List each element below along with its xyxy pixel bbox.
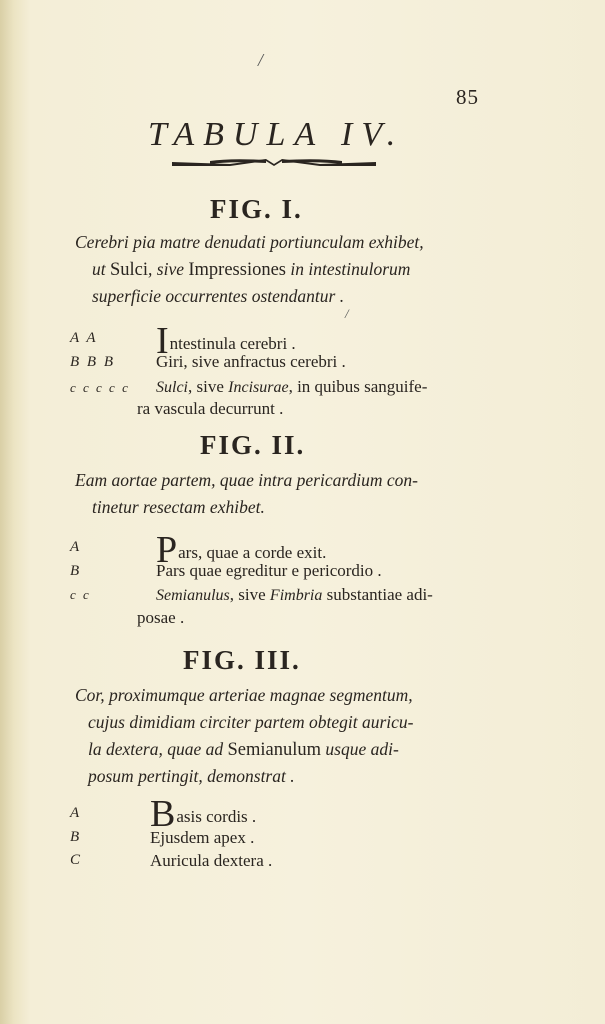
- fig-3-entry-c: Auricula dextera .: [150, 851, 273, 870]
- fig-3-heading: FIG. III.: [183, 645, 301, 675]
- fig-2-entry-b: Pars quae egreditur e pericordio .: [156, 561, 382, 580]
- fig-3-entry-b: Ejusdem apex .: [150, 828, 255, 847]
- fig-2-caption-line-1: Eam aortae partem, quae intra pericardium con-: [75, 470, 418, 490]
- fig-2-key-cc: c c: [70, 587, 91, 602]
- fig-1-heading: FIG. I.: [210, 194, 303, 224]
- fig-1-key-ccccc: c c c c c: [70, 380, 130, 395]
- pencil-tick: /: [345, 306, 349, 321]
- fig-1-entry-bbb: Giri, sive anfractus cerebri .: [156, 352, 346, 371]
- fig-3-key-a: A: [70, 805, 82, 821]
- fig-2-entry-a: Pars, quae a corde exit.: [156, 529, 327, 571]
- fig-1-caption-line-1: Cerebri pia matre denudati portiunculam exhibet,: [75, 232, 424, 252]
- fig-2-entry-cc: Semianulus, sive Fimbria substantiae adi-: [156, 585, 433, 604]
- fig-2-caption-line-2: tinetur resectam exhibet.: [92, 497, 265, 517]
- fig-2-heading: FIG. II.: [200, 430, 306, 460]
- fig-3-caption-line-4: posum pertingit, demonstrat .: [88, 766, 295, 786]
- fig-1-caption-line-3: superficie occurrentes ostendantur .: [92, 286, 345, 306]
- fig-1-key-aa: A A: [70, 330, 98, 346]
- fig-3-caption-line-3: la dextera, quae ad Semianulum usque adi-: [88, 739, 399, 760]
- fig-3-key-c: C: [70, 852, 83, 868]
- fig-3-entry-a: Basis cordis .: [150, 793, 257, 835]
- fig-1-caption-line-2: ut Sulci, sive Impressiones in intestinulorum: [92, 259, 411, 280]
- fig-3-key-b: B: [70, 829, 82, 845]
- fig-2-key-a: A: [70, 539, 82, 555]
- fig-1-key-bbb: B B B: [70, 354, 115, 370]
- page-number: 85: [456, 85, 479, 109]
- fig-1-entry-aa: Intestinula cerebri .: [156, 320, 296, 362]
- fig-2-entry-cc-cont: posae .: [137, 608, 185, 627]
- pencil-mark: /: [258, 50, 264, 70]
- plate-title: TABULA IV.: [148, 116, 405, 153]
- fig-3-caption-line-1: Cor, proximumque arteriae magnae segmentum,: [75, 685, 413, 705]
- fig-1-entry-ccccc-cont: ra vascula decurrunt .: [137, 399, 284, 418]
- fig-3-caption-line-2: cujus dimidiam circiter partem obtegit auricu-: [88, 712, 414, 732]
- fig-2-key-b: B: [70, 563, 82, 579]
- decorative-rule-icon: [170, 155, 380, 171]
- fig-1-entry-ccccc: Sulci, sive Incisurae, in quibus sanguife-: [156, 377, 428, 396]
